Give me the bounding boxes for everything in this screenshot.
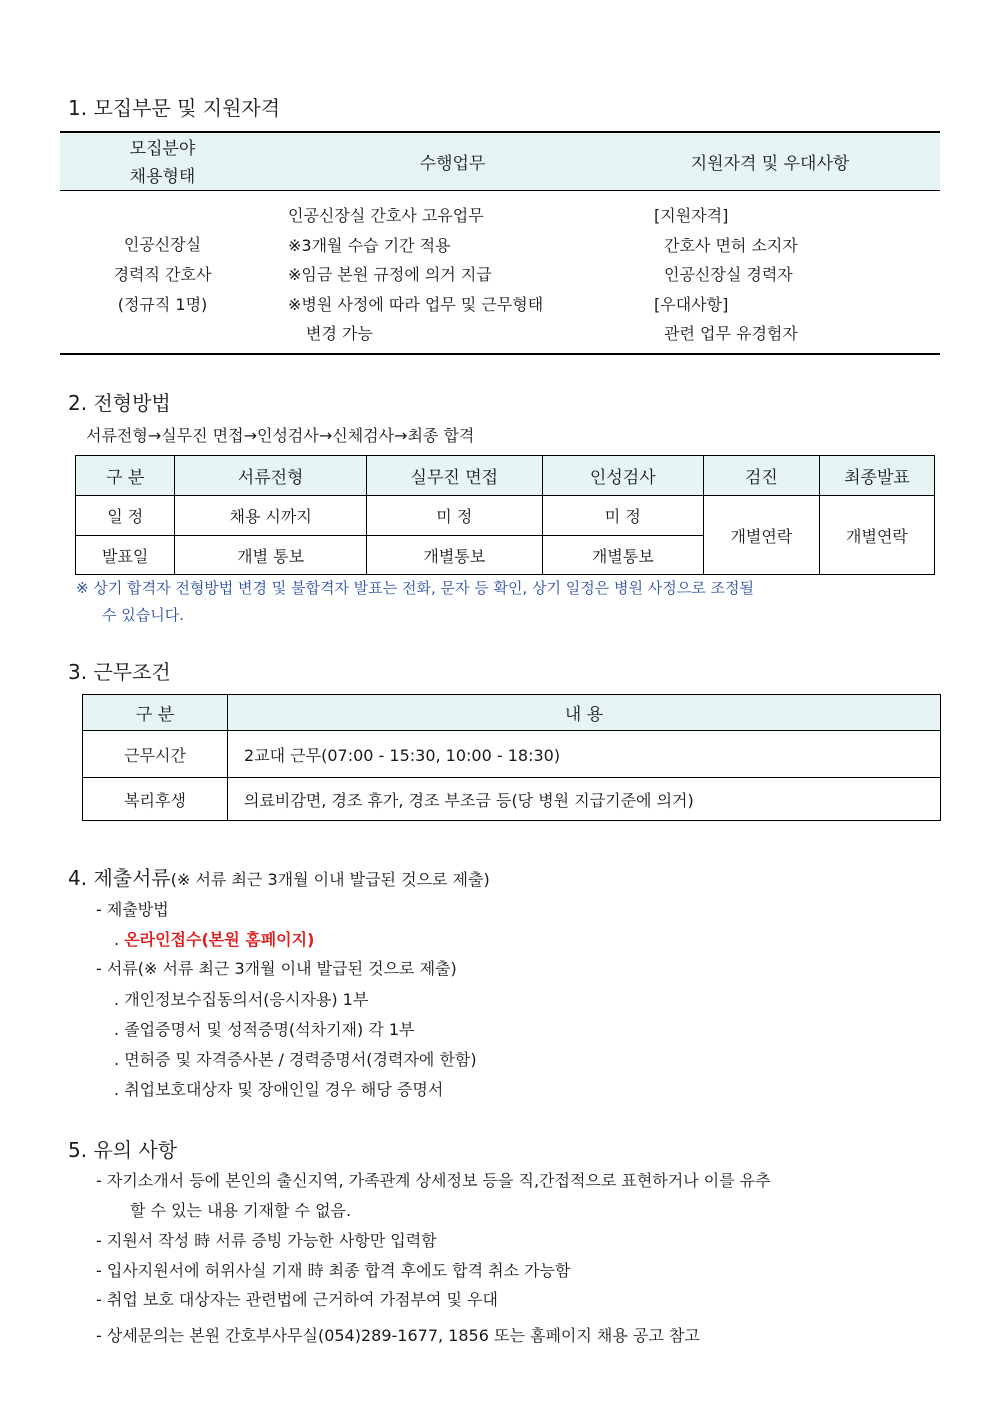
row-label: 근무시간: [83, 731, 228, 778]
docs-label: - 서류(※ 서류 최근 3개월 이내 발급된 것으로 제출): [96, 959, 457, 978]
conditions-header: 내 용: [228, 695, 941, 731]
qual-line: 간호사 면허 소지자: [664, 235, 798, 255]
table-cell: 미 정: [366, 496, 542, 536]
header-field: [100, 135, 225, 191]
selection-header: 최종발표: [819, 456, 934, 496]
section-4-title: 4. 제출서류: [68, 866, 171, 890]
recruit-table: [60, 131, 940, 356]
list-item: [114, 1015, 477, 1045]
section-4-title-line: [68, 862, 490, 891]
doc-item: 개인정보수집동의서(응시자용) 1부: [124, 990, 369, 1009]
bullet: .: [114, 930, 120, 949]
bullet: .: [114, 1080, 120, 1099]
notice-item: - 입사지원서에 허위사실 기재 時 최종 합격 후에도 합격 취소 가능함: [96, 1261, 571, 1280]
table-cell: 개별통보: [366, 536, 542, 575]
field-cell: [100, 230, 225, 320]
header-quals: 지원자격 및 우대사항: [690, 154, 850, 174]
table-cell: 개별통보: [542, 536, 703, 575]
table-cell: 개별연락: [703, 496, 819, 575]
duty-line: 변경 가능: [306, 324, 373, 343]
table-cell: 개별연락: [819, 496, 934, 575]
selection-flow: 서류전형→실무진 면접→인성검사→신체검사→최종 합격: [86, 426, 475, 445]
row-label: 발표일: [76, 536, 175, 575]
duty-line: ※3개월 수습 기간 적용: [288, 235, 451, 255]
bullet: .: [114, 1020, 120, 1039]
notice-item: - 자기소개서 등에 본인의 출신지역, 가족관계 상세정보 등을 직,간접적으로 표현하거나 이를 유추: [96, 1171, 771, 1190]
bullet: .: [114, 990, 120, 1009]
method-line: [114, 927, 314, 950]
section-3-title: 3. 근무조건: [68, 660, 171, 684]
table-cell: 2교대 근무(07:00 - 15:30, 10:00 - 18:30): [228, 731, 941, 778]
section-1-title: 1. 모집부문 및 지원자격: [68, 96, 281, 120]
duty-line: 인공신장실 간호사 고유업무: [288, 206, 484, 225]
notice-item: - 취업 보호 대상자는 관련법에 근거하여 가점부여 및 우대: [96, 1290, 498, 1309]
conditions-header: 구 분: [83, 695, 228, 731]
conditions-table: [82, 694, 941, 821]
list-item: [114, 1075, 477, 1105]
row-label: 일 정: [76, 496, 175, 536]
doc-item: 취업보호대상자 및 장애인일 경우 해당 증명서: [124, 1080, 444, 1099]
selection-header: 검진: [703, 456, 819, 496]
qual-line: 관련 업무 유경험자: [664, 324, 798, 343]
section-4-note: (※ 서류 최근 3개월 이내 발급된 것으로 제출): [170, 870, 490, 889]
method-label: - 제출방법: [96, 900, 169, 919]
duty-line: ※임금 본원 규정에 의거 지급: [288, 265, 492, 284]
table-cell: 의료비감면, 경조 휴가, 경조 부조금 등(당 병원 지급기준에 의거): [228, 778, 941, 821]
selection-header: 인성검사: [542, 456, 703, 496]
selection-note: ※ 상기 합격자 전형방법 변경 및 불합격자 발표는 전화, 문자 등 확인, 상기 일정은 병원 사정으로 조정될: [76, 579, 754, 597]
docs-list: [114, 985, 477, 1105]
selection-table: [75, 455, 935, 575]
field-line: 경력직 간호사: [113, 265, 212, 284]
selection-header: 서류전형: [175, 456, 367, 496]
doc-item: 면허증 및 자격증사본 / 경력증명서(경력자에 한함): [124, 1050, 477, 1069]
list-item: [114, 1045, 477, 1075]
table-cell: 미 정: [542, 496, 703, 536]
section-5-title: 5. 유의 사항: [68, 1138, 178, 1162]
bullet: .: [114, 1050, 120, 1069]
row-label: 복리후생: [83, 778, 228, 821]
duties-cell: [288, 201, 543, 349]
section-2-title: 2. 전형방법: [68, 391, 171, 415]
table-cell: 개별 통보: [175, 536, 367, 575]
notice-item: - 지원서 작성 時 서류 증빙 가능한 사항만 입력함: [96, 1231, 437, 1250]
doc-item: 졸업증명서 및 성적증명(석차기재) 각 1부: [124, 1020, 415, 1039]
qual-line: [우대사항]: [654, 294, 729, 314]
header-field-line1: 모집분야: [129, 139, 196, 159]
selection-note-cont: 수 있습니다.: [102, 606, 184, 624]
header-duties: 수행업무: [419, 154, 486, 174]
selection-header: 구 분: [76, 456, 175, 496]
method-value: 온라인접수(본원 홈페이지): [124, 930, 315, 949]
header-field-line2: 채용형태: [129, 167, 196, 187]
qual-line: 인공신장실 경력자: [664, 265, 793, 284]
list-item: [114, 985, 477, 1015]
duty-line: ※병원 사정에 따라 업무 및 근무형태: [288, 294, 544, 314]
field-line: 인공신장실: [123, 235, 202, 254]
table-cell: 채용 시까지: [175, 496, 367, 536]
quals-cell: [654, 201, 798, 349]
field-line: (정규직 1명): [117, 295, 208, 314]
notice-item-cont: 할 수 있는 내용 기재할 수 없음.: [130, 1201, 352, 1220]
qual-line: [지원자격]: [654, 206, 729, 225]
notice-item: - 상세문의는 본원 간호부사무실(054)289-1677, 1856 또는 홈페이지 채용 공고 참고: [96, 1326, 700, 1345]
selection-header: 실무진 면접: [366, 456, 542, 496]
